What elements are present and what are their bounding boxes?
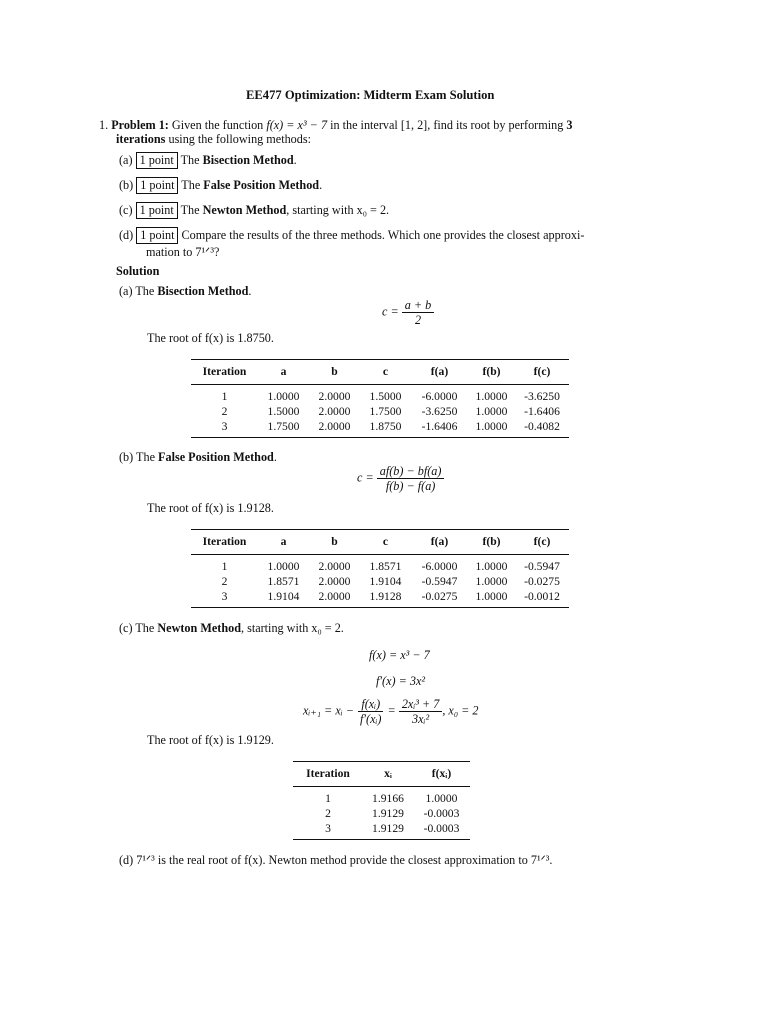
method-name: False Position Method xyxy=(203,178,320,192)
part-label: (b) xyxy=(119,450,134,464)
newton-root-text: The root of f(x) is 1.9129. xyxy=(147,733,274,747)
formula-numerator: f(xᵢ) xyxy=(358,697,383,712)
formula-numerator: a + b xyxy=(402,298,435,313)
part-label: (a) xyxy=(119,153,133,167)
points-box: 1 point xyxy=(136,152,178,169)
table-row xyxy=(191,555,569,575)
page-title: EE477 Optimization: Midterm Exam Solution xyxy=(246,88,495,102)
table-cell: 2.0000 xyxy=(318,590,351,603)
part-text: The xyxy=(180,153,200,167)
bisection-heading xyxy=(119,284,251,299)
table-header-row xyxy=(293,762,470,787)
part-text-post: . xyxy=(293,153,297,167)
table-row xyxy=(191,419,569,438)
points-box: 1 point xyxy=(136,227,178,244)
part-label: (d) xyxy=(119,853,134,867)
table-cell: -0.0275 xyxy=(421,590,458,603)
header-xi: xᵢ xyxy=(363,762,413,787)
header-iteration: Iteration xyxy=(191,360,258,385)
false-position-formula xyxy=(357,464,444,493)
table-cell: 2.0000 xyxy=(318,405,351,418)
false-position-heading xyxy=(119,450,277,465)
table-cell: 3 xyxy=(325,822,331,835)
table-cell: 1.0000 xyxy=(475,420,508,433)
iterations-word: iterations xyxy=(116,132,166,146)
part-label: (a) xyxy=(119,284,133,298)
table-cell: 2.0000 xyxy=(318,560,351,573)
iteration-count: 3 xyxy=(566,118,573,132)
table-cell: 1.9104 xyxy=(369,575,402,588)
part-c xyxy=(119,202,389,219)
table-cell: 1.0000 xyxy=(267,390,300,403)
table-cell: 1.9129 xyxy=(372,807,404,820)
header-fa: f(a) xyxy=(411,530,468,555)
table-cell: 1.0000 xyxy=(475,405,508,418)
formula-denominator: 2 xyxy=(414,313,422,327)
header-a: a xyxy=(258,530,309,555)
formula-equals: = xyxy=(387,703,396,718)
table-row xyxy=(191,404,569,419)
table-cell: 1 xyxy=(221,390,228,403)
part-text-post: . xyxy=(248,284,252,298)
part-text: Compare the results of the three methods. Which one provides the closest approxi- xyxy=(181,228,585,242)
solution-heading: Solution xyxy=(116,264,160,278)
table-cell: 1.8571 xyxy=(267,575,300,588)
problem-function: f(x) = x³ − 7 xyxy=(266,118,328,132)
header-iteration: Iteration xyxy=(191,530,258,555)
formula-lhs: c = xyxy=(357,470,374,485)
table-header-row xyxy=(191,360,569,385)
formula-fraction xyxy=(357,697,385,726)
problem-line-2-text: using the following methods: xyxy=(168,132,311,146)
false-position-table xyxy=(191,529,569,608)
table-cell: 1.5000 xyxy=(267,405,300,418)
header-b: b xyxy=(309,530,360,555)
header-fxi: f(xᵢ) xyxy=(413,762,470,787)
part-text: The xyxy=(135,621,155,635)
table-cell: -1.6406 xyxy=(524,405,560,418)
table-cell: 3 xyxy=(221,420,228,433)
formula-denominator: 3xᵢ² xyxy=(412,712,430,726)
table-row xyxy=(293,821,470,840)
table-cell: 2.0000 xyxy=(318,575,351,588)
table-cell: -0.5947 xyxy=(524,560,560,573)
formula-lhs: xᵢ₊₁ = xᵢ − xyxy=(303,703,354,718)
part-b xyxy=(119,177,322,194)
table-cell: 1.0000 xyxy=(475,590,508,603)
part-a xyxy=(119,152,297,169)
header-iteration: Iteration xyxy=(293,762,363,787)
method-name: Bisection Method xyxy=(157,284,249,298)
newton-heading xyxy=(119,621,344,636)
part-text: The xyxy=(136,450,155,464)
header-fa: f(a) xyxy=(411,360,468,385)
header-fc: f(c) xyxy=(515,530,569,555)
table-cell: -1.6406 xyxy=(421,420,458,433)
conclusion-text: 7¹ᐟ³ is the real root of f(x). Newton method provide the closest approximation to 7¹ᐟ³. xyxy=(136,853,553,867)
table-cell: -0.0003 xyxy=(423,807,460,820)
table-cell: 2 xyxy=(325,807,331,820)
table-cell: -6.0000 xyxy=(421,560,458,573)
table-cell: 1.0000 xyxy=(475,575,508,588)
points-box: 1 point xyxy=(136,177,178,194)
header-c: c xyxy=(360,360,411,385)
formula-numerator: 2xᵢ³ + 7 xyxy=(399,697,443,712)
table-cell: 1.8571 xyxy=(369,560,402,573)
problem-text: Given the function xyxy=(171,118,264,132)
method-name: Newton Method xyxy=(157,621,241,635)
table-cell: -0.4082 xyxy=(524,420,560,433)
problem-line-2 xyxy=(116,132,311,147)
method-name: Newton Method xyxy=(202,203,287,217)
conclusion xyxy=(119,853,552,868)
table-row xyxy=(293,806,470,821)
table-cell: 1.0000 xyxy=(475,390,508,403)
method-name: Bisection Method xyxy=(202,153,294,167)
table-cell: -3.6250 xyxy=(421,405,458,418)
problem-interval-text: in the interval [1, 2], find its root by performing xyxy=(330,118,564,132)
bisection-root-text: The root of f(x) is 1.8750. xyxy=(147,331,274,345)
table-cell: -0.0012 xyxy=(524,590,560,603)
part-label: (c) xyxy=(119,203,133,217)
bisection-formula xyxy=(382,298,434,327)
part-text-post: . xyxy=(273,450,277,464)
part-d xyxy=(119,227,584,244)
part-text: The xyxy=(181,178,201,192)
problem-number: 1. xyxy=(99,118,109,132)
table-cell: 1.7500 xyxy=(267,420,300,433)
newton-iteration-formula xyxy=(303,697,478,726)
table-cell: 1.9166 xyxy=(372,792,404,805)
table-cell: 1.7500 xyxy=(369,405,402,418)
part-text-post: , starting with x₀ = 2. xyxy=(286,203,390,217)
table-row xyxy=(293,787,470,807)
header-c: c xyxy=(360,530,411,555)
formula-tail: , x₀ = 2 xyxy=(442,703,479,718)
table-cell: 1.0000 xyxy=(475,560,508,573)
table-cell: -0.5947 xyxy=(421,575,458,588)
formula-fraction xyxy=(377,464,445,493)
table-cell: 1.9104 xyxy=(267,590,300,603)
header-b: b xyxy=(309,360,360,385)
table-cell: 1 xyxy=(325,792,331,805)
newton-eq-fprime: f′(x) = 3x² xyxy=(376,674,426,688)
formula-denominator: f′(xᵢ) xyxy=(359,712,382,726)
part-d-cont: mation to 7¹ᐟ³? xyxy=(146,245,220,259)
problem-statement xyxy=(99,118,572,133)
header-fb: f(b) xyxy=(468,360,515,385)
part-text-post: , starting with x₀ = 2. xyxy=(240,621,344,635)
table-row xyxy=(191,589,569,608)
table-cell: -0.0003 xyxy=(423,822,460,835)
table-row xyxy=(191,574,569,589)
formula-fraction xyxy=(399,697,443,726)
table-cell: -3.6250 xyxy=(524,390,560,403)
table-cell: 1.9128 xyxy=(369,590,402,603)
formula-denominator: f(b) − f(a) xyxy=(385,479,436,493)
table-cell: 2.0000 xyxy=(318,420,351,433)
false-position-root-text: The root of f(x) is 1.9128. xyxy=(147,501,274,515)
header-a: a xyxy=(258,360,309,385)
formula-numerator: af(b) − bf(a) xyxy=(377,464,445,479)
table-cell: 2 xyxy=(221,575,228,588)
part-label: (d) xyxy=(119,228,134,242)
points-box: 1 point xyxy=(136,202,178,219)
method-name: False Position Method xyxy=(158,450,274,464)
table-header-row xyxy=(191,530,569,555)
table-cell: 1.9129 xyxy=(372,822,404,835)
formula-lhs: c = xyxy=(382,304,399,319)
table-cell: 3 xyxy=(221,590,228,603)
header-fc: f(c) xyxy=(515,360,569,385)
newton-table xyxy=(293,761,470,840)
table-cell: -0.0275 xyxy=(524,575,560,588)
table-cell: -6.0000 xyxy=(421,390,458,403)
table-cell: 2 xyxy=(221,405,228,418)
table-cell: 2.0000 xyxy=(318,390,351,403)
table-cell: 1.0000 xyxy=(267,560,300,573)
problem-label: Problem 1: xyxy=(111,118,169,132)
bisection-table xyxy=(191,359,569,438)
formula-fraction xyxy=(402,298,435,327)
part-text: The xyxy=(135,284,155,298)
part-text-post: . xyxy=(319,178,323,192)
table-row xyxy=(191,385,569,405)
table-cell: 1.5000 xyxy=(369,390,402,403)
table-cell: 1.8750 xyxy=(369,420,402,433)
table-cell: 1 xyxy=(221,560,228,573)
newton-eq-f: f(x) = x³ − 7 xyxy=(369,648,430,662)
table-cell: 1.0000 xyxy=(425,792,458,805)
part-label: (b) xyxy=(119,178,134,192)
part-label: (c) xyxy=(119,621,133,635)
header-fb: f(b) xyxy=(468,530,515,555)
part-text: The xyxy=(180,203,200,217)
